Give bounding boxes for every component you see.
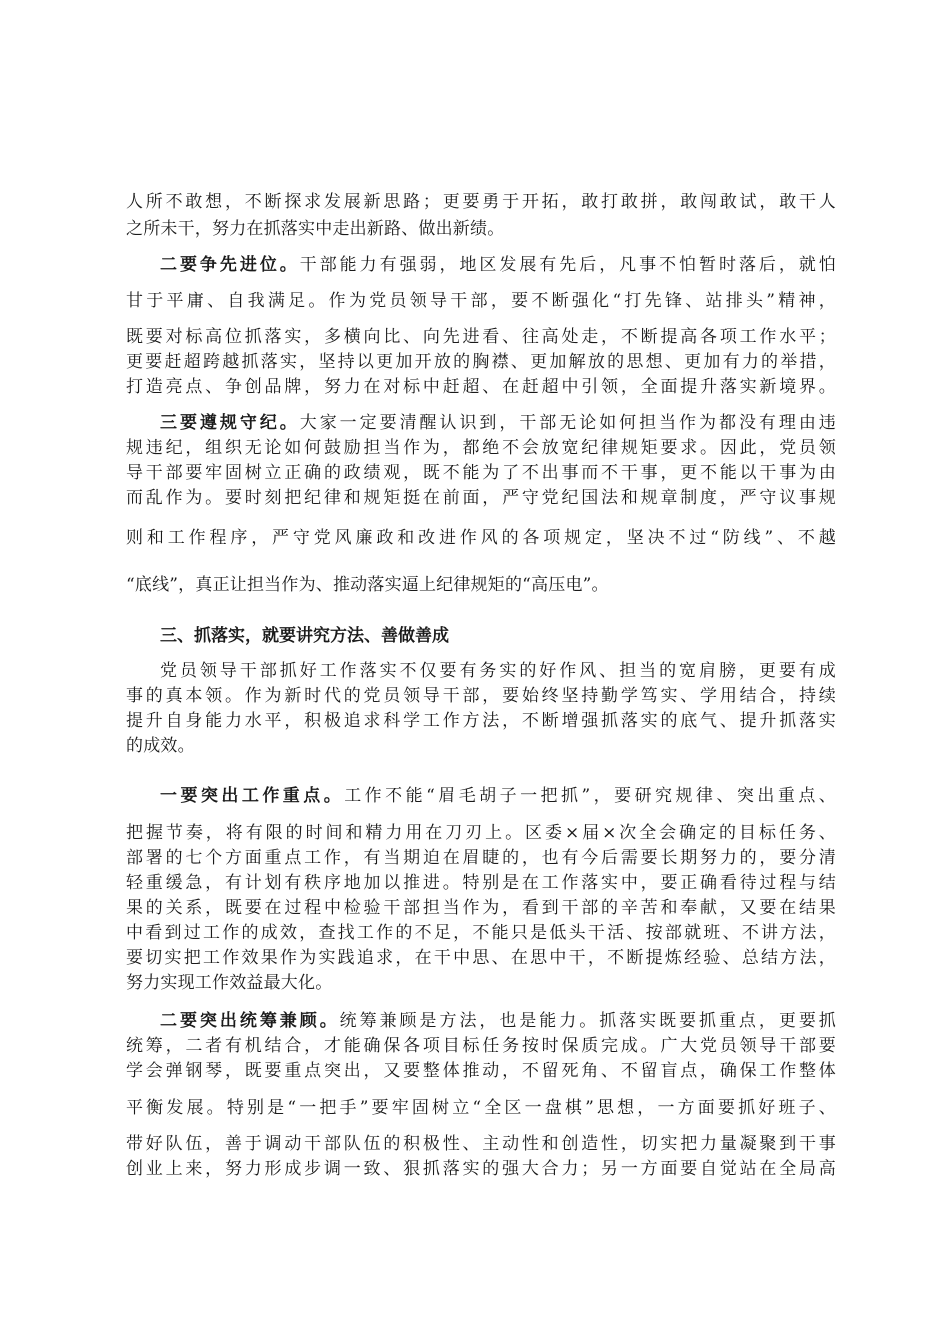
paragraph-lead-line xyxy=(160,1010,836,1032)
text-line: 既要对标高位抓落实，多横向比、向先进看、往高处走，不断提高各项工作水平； xyxy=(126,327,836,347)
text-line: 努力实现工作效益最大化。 xyxy=(126,973,333,993)
text-line: 甘于平庸、自我满足。作为党员领导干部，要不断强化“打先锋、站排头”精神， xyxy=(126,291,836,311)
text-line: “底线”，真正让担当作为、推动落实逼上纪律规矩的“高压电”。 xyxy=(126,575,609,595)
text-line: 统筹，二者有机结合，才能确保各项目标任务按时保质完成。广大党员领导干部要 xyxy=(126,1036,836,1056)
paragraph-lead: 二要争先进位。 xyxy=(160,255,300,275)
text-line: 带好队伍，善于调动干部队伍的积极性、主动性和创造性，切实把力量凝聚到干事 xyxy=(126,1134,836,1154)
text-line: 更要赶超跨越抓落实，坚持以更加开放的胸襟、更加解放的思想、更加有力的举措， xyxy=(126,352,836,372)
text-line: 则和工作程序，严守党风廉政和改进作风的各项规定，坚决不过“防线”、不越 xyxy=(126,528,836,548)
text-line: 之所未干，努力在抓落实中走出新路、做出新绩。 xyxy=(126,219,505,239)
text-line: 果的关系，既要在过程中检验干部担当作为，看到干部的辛苦和奉献，又要在结果 xyxy=(126,898,836,918)
paragraph-lead-line xyxy=(160,785,836,807)
section-heading: 三、抓落实，就要讲究方法、善做善成 xyxy=(160,626,449,646)
paragraph-lead-line xyxy=(160,254,836,276)
text-line: 事的真本领。作为新时代的党员领导干部，要始终坚持勤学笃实、学用结合，持续 xyxy=(126,686,836,706)
text-line: 轻重缓急，有计划有秩序地加以推进。特别是在工作落实中，要正确看待过程与结 xyxy=(126,873,836,893)
paragraph-lead-text: 统筹兼顾是方法，也是能力。抓落实既要抓重点，更要抓 xyxy=(339,1011,836,1031)
text-line: 而乱作为。要时刻把纪律和规矩挺在前面，严守党纪国法和规章制度，严守议事规 xyxy=(126,488,836,508)
text-line: 的成效。 xyxy=(126,736,195,756)
text-line: 中看到过工作的成效，查找工作的不足，不能只是低头干活、按部就班、不讲方法， xyxy=(126,923,836,943)
text-line: 党员领导干部抓好工作落实不仅要有务实的好作风、担当的宽肩膀，更要有成 xyxy=(160,661,836,681)
text-line: 提升自身能力水平，积极追求科学工作方法，不断增强抓落实的底气、提升抓落实 xyxy=(126,711,836,731)
paragraph-lead-text: 大家一定要清醒认识到，干部无论如何担当作为都没有理由违 xyxy=(299,413,836,433)
text-line: 要切实把工作效果作为实践追求，在干中思、在思中干，不断提炼经验、总结方法， xyxy=(126,948,836,968)
text-line: 部署的七个方面重点工作，有当期迫在眉睫的，也有今后需要长期努力的，要分清 xyxy=(126,848,836,868)
text-line: 平衡发展。特别是“一把手”要牢固树立“全区一盘棋”思想，一方面要抓好班子、 xyxy=(126,1098,836,1118)
text-line: 学会弹钢琴，既要重点突出，又要整体推动，不留死角、不留盲点，确保工作整体 xyxy=(126,1061,836,1081)
paragraph-lead: 一要突出工作重点。 xyxy=(160,786,345,806)
paragraph-lead: 三要遵规守纪。 xyxy=(160,413,300,433)
text-line: 打造亮点、争创品牌，努力在对标中赶超、在赶超中引领，全面提升落实新境界。 xyxy=(126,377,836,397)
text-line: 人所不敢想，不断探求发展新思路；更要勇于开拓，敢打敢拼，敢闯敢试，敢干人 xyxy=(126,192,836,212)
paragraph-lead-line xyxy=(160,412,836,434)
text-line: 把握节奏，将有限的时间和精力用在刀刃上。区委×届×次全会确定的目标任务、 xyxy=(126,823,836,843)
text-line: 创业上来，努力形成步调一致、狠抓落实的强大合力；另一方面要自觉站在全局高 xyxy=(126,1159,836,1179)
text-line: 规违纪，组织无论如何鼓励担当作为，都绝不会放宽纪律规矩要求。因此，党员领 xyxy=(126,438,836,458)
text-line: 导干部要牢固树立正确的政绩观，既不能为了不出事而不干事，更不能以干事为由 xyxy=(126,463,836,483)
paragraph-lead-text: 干部能力有强弱，地区发展有先后，凡事不怕暂时落后，就怕 xyxy=(299,255,836,275)
paragraph-lead: 二要突出统筹兼顾。 xyxy=(160,1011,340,1031)
paragraph-lead-text: 工作不能“眉毛胡子一把抓”，要研究规律、突出重点、 xyxy=(344,786,836,806)
